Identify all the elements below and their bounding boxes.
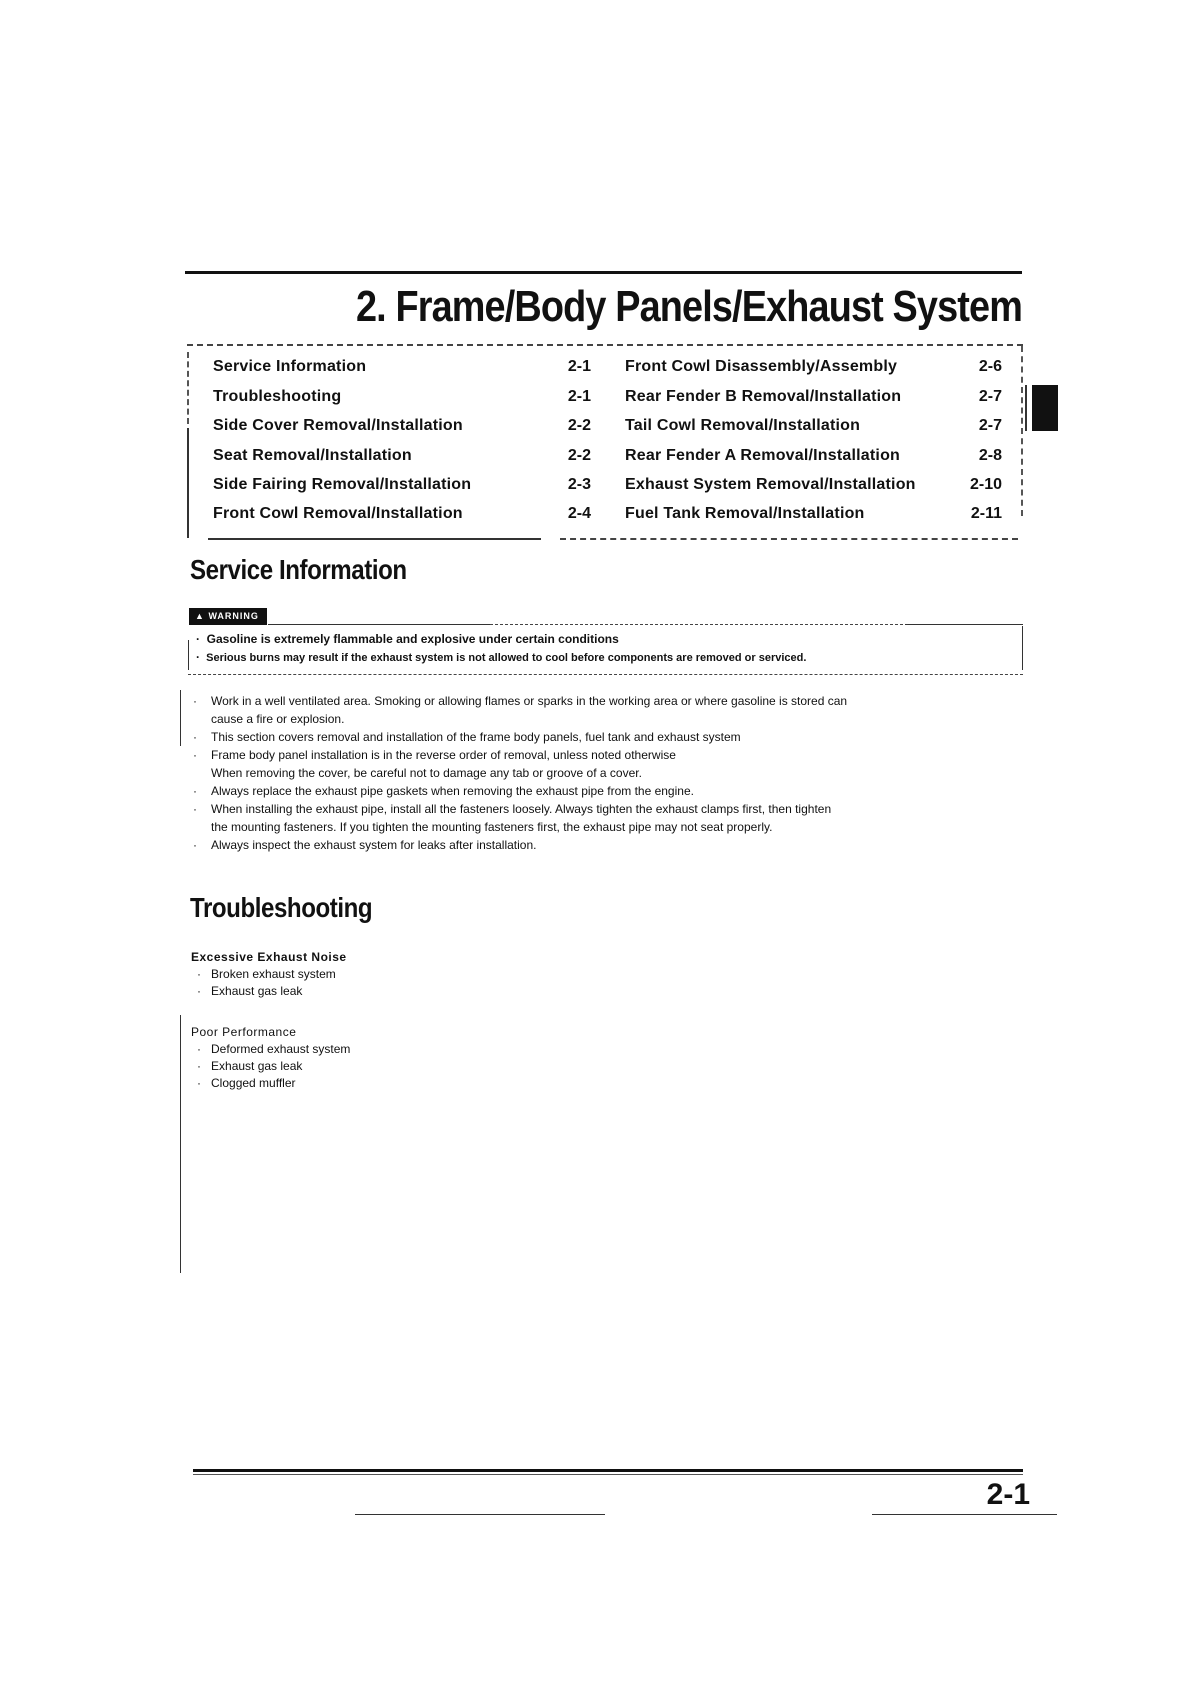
troubleshooting-item <box>197 1042 350 1056</box>
warning-left-border <box>188 640 189 670</box>
bullet: · <box>196 650 200 664</box>
service-note <box>193 838 537 852</box>
service-note-line: This section covers removal and installation of the frame body panels, fuel tank and exhaust system <box>211 730 741 744</box>
service-note <box>193 802 832 816</box>
chapter-title: 2. Frame/Body Panels/Exhaust System <box>355 282 1022 331</box>
service-information-heading: Service Information <box>190 554 407 585</box>
warning-item-text: Gasoline is extremely flammable and explosive under certain conditions <box>206 632 619 646</box>
chapter-tab-line <box>1025 385 1027 431</box>
toc-left-border <box>187 428 189 538</box>
service-note-line: cause a fire or explosion. <box>211 712 345 726</box>
footer-line-right <box>872 1514 1057 1515</box>
service-note <box>193 730 741 744</box>
warning-label-text: WARNING <box>208 611 259 621</box>
toc-item-fuel-tank[interactable]: Fuel Tank Removal/Installation <box>625 505 865 522</box>
troubleshooting-item <box>197 1059 302 1073</box>
bullet: · <box>193 784 197 798</box>
toc-bottom-rule-right <box>560 538 1018 540</box>
toc-page: 2-2 <box>567 417 591 434</box>
troubleshooting-group-title: Excessive Exhaust Noise <box>191 950 347 964</box>
toc-item-front-cowl-disassembly[interactable]: Front Cowl Disassembly/Assembly <box>625 358 898 375</box>
warning-top-rule <box>268 624 490 625</box>
warning-top-rule-right <box>905 624 1023 625</box>
toc-page: 2-1 <box>567 358 591 375</box>
toc-item-troubleshooting[interactable]: Troubleshooting <box>213 388 342 405</box>
bullet: · <box>193 748 197 762</box>
toc-bottom-rule-left <box>208 538 541 540</box>
footer-rule <box>193 1469 1023 1472</box>
troubleshooting-item <box>197 984 302 998</box>
footer-line-left <box>355 1514 605 1515</box>
toc-item-tail-cowl[interactable]: Tail Cowl Removal/Installation <box>625 417 861 434</box>
troubleshooting-item-text: Exhaust gas leak <box>211 1059 303 1073</box>
chapter-top-rule <box>185 271 1022 274</box>
toc-page: 2-11 <box>970 505 1002 522</box>
toc-top-border <box>187 344 1023 346</box>
toc-item-rear-fender-b[interactable]: Rear Fender B Removal/Installation <box>625 388 902 405</box>
troubleshooting-item-text: Deformed exhaust system <box>211 1042 351 1056</box>
toc-item-side-cover[interactable]: Side Cover Removal/Installation <box>213 417 463 434</box>
troubleshooting-group-title: Poor Performance <box>191 1025 297 1039</box>
toc-right-border <box>1021 346 1023 516</box>
warning-right-border <box>1022 626 1023 670</box>
service-note-line: Frame body panel installation is in the reverse order of removal, unless noted otherwise <box>211 748 676 762</box>
footer-rule-thin <box>193 1474 1023 1475</box>
toc-item-front-cowl-removal[interactable]: Front Cowl Removal/Installation <box>213 505 463 522</box>
bullet: · <box>193 802 197 816</box>
warning-label <box>189 608 267 625</box>
toc-page: 2-7 <box>978 417 1002 434</box>
bullet: · <box>193 838 197 852</box>
bullet: · <box>197 984 201 998</box>
troubleshooting-item-text: Exhaust gas leak <box>211 984 303 998</box>
troubleshooting-heading: Troubleshooting <box>190 892 373 923</box>
troubleshooting-item <box>197 967 336 981</box>
bullet: · <box>197 967 201 981</box>
service-note <box>193 784 694 798</box>
bullet: · <box>196 632 200 646</box>
chapter-tab-marker <box>1032 385 1058 431</box>
service-note-line: the mounting fasteners. If you tighten the mounting fasteners first, the exhaust pipe may not seat properly. <box>211 820 773 834</box>
toc-left-dashed-border <box>187 352 189 424</box>
warning-bottom-rule <box>188 674 1023 675</box>
toc-page: 2-3 <box>567 476 591 493</box>
troubleshooting-item-text: Broken exhaust system <box>211 967 336 981</box>
toc-item-seat[interactable]: Seat Removal/Installation <box>213 447 412 464</box>
toc-item-service-information[interactable]: Service Information <box>213 358 367 375</box>
bullet: · <box>193 730 197 744</box>
toc-page: 2-6 <box>978 358 1002 375</box>
bullet: · <box>197 1059 201 1073</box>
warning-item <box>196 650 806 664</box>
bullet: · <box>197 1076 201 1090</box>
warning-triangle-icon: ▲ <box>195 611 205 621</box>
service-note-line: When installing the exhaust pipe, install all the fasteners loosely. Always tighten the exhaust clamps first, then tighten <box>211 802 832 816</box>
service-note-line: Always replace the exhaust pipe gaskets when removing the exhaust pipe from the engine. <box>211 784 694 798</box>
troubleshooting-item-text: Clogged muffler <box>211 1076 296 1090</box>
toc-page: 2-1 <box>567 388 591 405</box>
warning-item <box>196 632 619 646</box>
page-number: 2-1 <box>986 1478 1030 1511</box>
troubleshooting-margin-rule <box>180 1015 181 1273</box>
toc-page: 2-2 <box>567 447 591 464</box>
service-note <box>193 748 676 762</box>
troubleshooting-item <box>197 1076 296 1090</box>
toc-page: 2-7 <box>978 388 1002 405</box>
toc-page: 2-10 <box>969 476 1002 493</box>
bullet: · <box>197 1042 201 1056</box>
left-margin-rule <box>180 690 181 746</box>
toc-page: 2-8 <box>978 447 1002 464</box>
toc-item-side-fairing[interactable]: Side Fairing Removal/Installation <box>213 476 472 493</box>
toc-item-exhaust-system[interactable]: Exhaust System Removal/Installation <box>625 476 916 493</box>
service-note <box>193 694 848 708</box>
bullet: · <box>193 694 197 708</box>
warning-top-rule-dashed <box>490 624 908 625</box>
service-note-line: Work in a well ventilated area. Smoking or allowing flames or sparks in the working area or where gasoline is stored can <box>211 694 848 708</box>
service-note-line: Always inspect the exhaust system for leaks after installation. <box>211 838 537 852</box>
toc-page: 2-4 <box>567 505 591 522</box>
service-note-line: When removing the cover, be careful not to damage any tab or groove of a cover. <box>211 766 642 780</box>
warning-item-text: Serious burns may result if the exhaust system is not allowed to cool before components are removed or serviced. <box>206 652 807 664</box>
toc-item-rear-fender-a[interactable]: Rear Fender A Removal/Installation <box>625 447 901 464</box>
